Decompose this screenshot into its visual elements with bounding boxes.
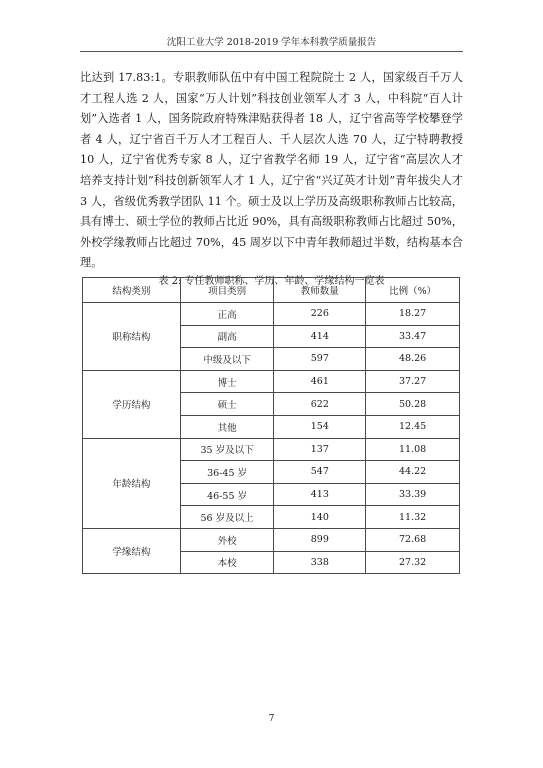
count-cell: 338: [274, 551, 366, 574]
count-cell: 461: [274, 370, 366, 393]
column-header-ratio: 比例（%）: [366, 278, 460, 303]
column-header-category: 结构类别: [83, 278, 181, 303]
count-cell: 414: [274, 325, 366, 348]
ratio-cell: 11.08: [366, 438, 460, 461]
page-number: 7: [268, 714, 275, 724]
count-cell: 140: [274, 506, 366, 529]
table-row: [83, 303, 460, 326]
column-header-count: 教师数量: [274, 278, 366, 303]
table-caption: 表 2: 专任教师职称、学历、年龄、学缘结构一览表: [158, 276, 385, 287]
category-cell: 学缘结构: [83, 528, 181, 573]
ratio-cell: 37.27: [366, 370, 460, 393]
count-cell: 899: [274, 528, 366, 551]
ratio-cell: 12.45: [366, 415, 460, 438]
category-cell: 年龄结构: [83, 438, 181, 528]
item-cell: 35 岁及以下: [180, 438, 274, 461]
ratio-cell: 48.26: [366, 348, 460, 371]
count-cell: 597: [274, 348, 366, 371]
ratio-cell: 33.39: [366, 483, 460, 506]
item-cell: 其他: [180, 415, 274, 438]
page-header: 沈阳工业大学 2018-2019 学年本科教学质量报告: [166, 37, 377, 48]
ratio-cell: 33.47: [366, 325, 460, 348]
item-cell: 中级及以下: [180, 348, 274, 371]
ratio-cell: 50.28: [366, 393, 460, 416]
ratio-cell: 44.22: [366, 461, 460, 484]
item-cell: 46-55 岁: [180, 483, 274, 506]
ratio-cell: 72.68: [366, 528, 460, 551]
item-cell: 博士: [180, 370, 274, 393]
teacher-structure-table: [82, 277, 460, 574]
count-cell: 622: [274, 393, 366, 416]
count-cell: 154: [274, 415, 366, 438]
body-paragraph: 比达到 17.83:1。专职教师队伍中有中国工程院院士 2 人，国家级百千万人才工程人选 2 人，国家“万人计划”科技创业领军人才 3 人，中科院“百人计划”入选者 1 人，国务院政府特殊津贴获得者 18 人，辽宁省高等学校攀登学者 4 人，辽宁省百千万人才工程百人、千人层次人选 70 人，辽宁特聘教授 10 人，辽宁省优秀专家 8 人，辽宁省教学名师 19 人，辽宁省“高层次人才培养支持计划”科技创新领军人才 1 人，辽宁省“兴辽英才计划”青年拔尖人才 3 人，省级优秀教学团队 11 个。硕士及以上学历及高级职称教师占比较高，具有博士、硕士学位的教师占比近 90%，具有高级职称教师占比超过 50%，外校学缘教师占比超过 70%，45 周岁以下中青年教师超过半数，结构基本合理。: [80, 71, 463, 270]
item-cell: 外校: [180, 528, 274, 551]
ratio-cell: 18.27: [366, 303, 460, 326]
item-cell: 56 岁及以上: [180, 506, 274, 529]
ratio-cell: 11.32: [366, 506, 460, 529]
category-cell: 学历结构: [83, 370, 181, 438]
table-row: [83, 370, 460, 393]
count-cell: 137: [274, 438, 366, 461]
item-cell: 硕士: [180, 393, 274, 416]
table-header-row: [83, 278, 460, 303]
count-cell: 547: [274, 461, 366, 484]
table-row: [83, 528, 460, 551]
item-cell: 本校: [180, 551, 274, 574]
column-header-item: 项目类别: [180, 278, 274, 303]
count-cell: 226: [274, 303, 366, 326]
ratio-cell: 27.32: [366, 551, 460, 574]
item-cell: 36-45 岁: [180, 461, 274, 484]
category-cell: 职称结构: [83, 303, 181, 371]
item-cell: 副高: [180, 325, 274, 348]
header-divider: [80, 51, 463, 52]
item-cell: 正高: [180, 303, 274, 326]
count-cell: 413: [274, 483, 366, 506]
table-row: [83, 438, 460, 461]
